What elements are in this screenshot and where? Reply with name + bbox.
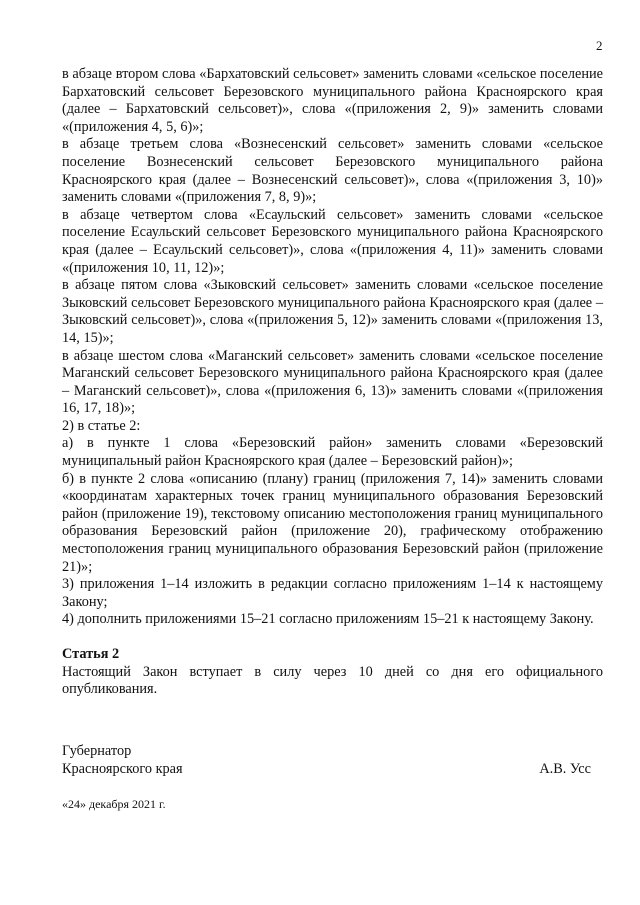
paragraph-point-b: б) в пункте 2 слова «описанию (плану) границ (приложения 7, 14)» заменить словами «координатам характерных точек границ муниципального образования Березовский район (приложение 19), текстовому описанию местоположения границ муниципального образования Березовский район (приложение 20), графическому отображению местоположения границ муниципального образования Березовский район (приложение 21)»; [62, 470, 603, 575]
document-date: «24» декабря 2021 г. [62, 797, 166, 811]
document-body [62, 66, 603, 699]
paragraph-item-4: 4) дополнить приложениями 15–21 согласно приложениям 15–21 к настоящему Закону. [62, 611, 594, 628]
paragraph-zykovsky: в абзаце пятом слова «Зыковский сельсовет» заменить словами «сельское поселение Зыковский сельсовет Березовского муниципального района Красноярского края (далее – Зыковский сельсовет)», слова «(приложения 5, 12)» заменить словами «(приложения 13, 14, 15)»; [62, 277, 603, 346]
article-text: Настоящий Закон вступает в силу через 10 дней со дня его официального опубликования. [62, 663, 603, 698]
section-spacer [62, 629, 603, 646]
signature-title-line1: Губернатор [62, 743, 132, 759]
signature-line [62, 761, 603, 779]
signature-title-line2: Красноярского края [62, 760, 183, 777]
signature-name: А.В. Усс [539, 760, 591, 777]
page-number: 2 [596, 38, 603, 53]
paragraph-barkhatovsky: в абзаце втором слова «Бархатовский сельсовет» заменить словами «сельское поселение Бархатовский сельсовет Березовского муниципального района Красноярского края (далее – Бархатовский сельсовет)», слова «(приложения 2, 9)» заменить словами «(приложения 4, 5, 6)»; [62, 66, 603, 135]
paragraph-voznesensky: в абзаце третьем слова «Вознесенский сельсовет» заменить словами «сельское поселение Вознесенский сельсовет Березовского муниципального района Красноярского края (далее – Вознесенский сельсовет)», слова «(приложения 3, 10)» заменить словами «(приложения 7, 8, 9)»; [62, 136, 603, 206]
paragraph-esaulsky: в абзаце четвертом слова «Есаульский сельсовет» заменить словами «сельское поселение Есаульский сельсовет Березовского муниципального района Красноярского края (далее – Есаульский сельсовет)», слова «(приложения 4, 11)» заменить словами «(приложения 10, 11, 12)»; [62, 206, 603, 276]
paragraph-article-2-item: 2) в статье 2: [62, 417, 141, 434]
paragraph-magansky: в абзаце шестом слова «Маганский сельсовет» заменить словами «сельское поселение Маганский сельсовет Березовского муниципального района Красноярского края (далее – Маганский сельсовет)», слова «(приложения 6, 13)» заменить словами «(приложения 16, 17, 18)»; [62, 347, 603, 417]
article-title: Статья 2 [62, 646, 120, 662]
paragraph-point-a: а) в пункте 1 слова «Березовский район» заменить словами «Березовский муниципальный район Красноярского края (далее – Березовский район)»; [62, 435, 603, 470]
signature-block [62, 743, 603, 778]
paragraph-item-3: 3) приложения 1–14 изложить в редакции согласно приложениям 1–14 к настоящему Закону; [62, 576, 603, 610]
